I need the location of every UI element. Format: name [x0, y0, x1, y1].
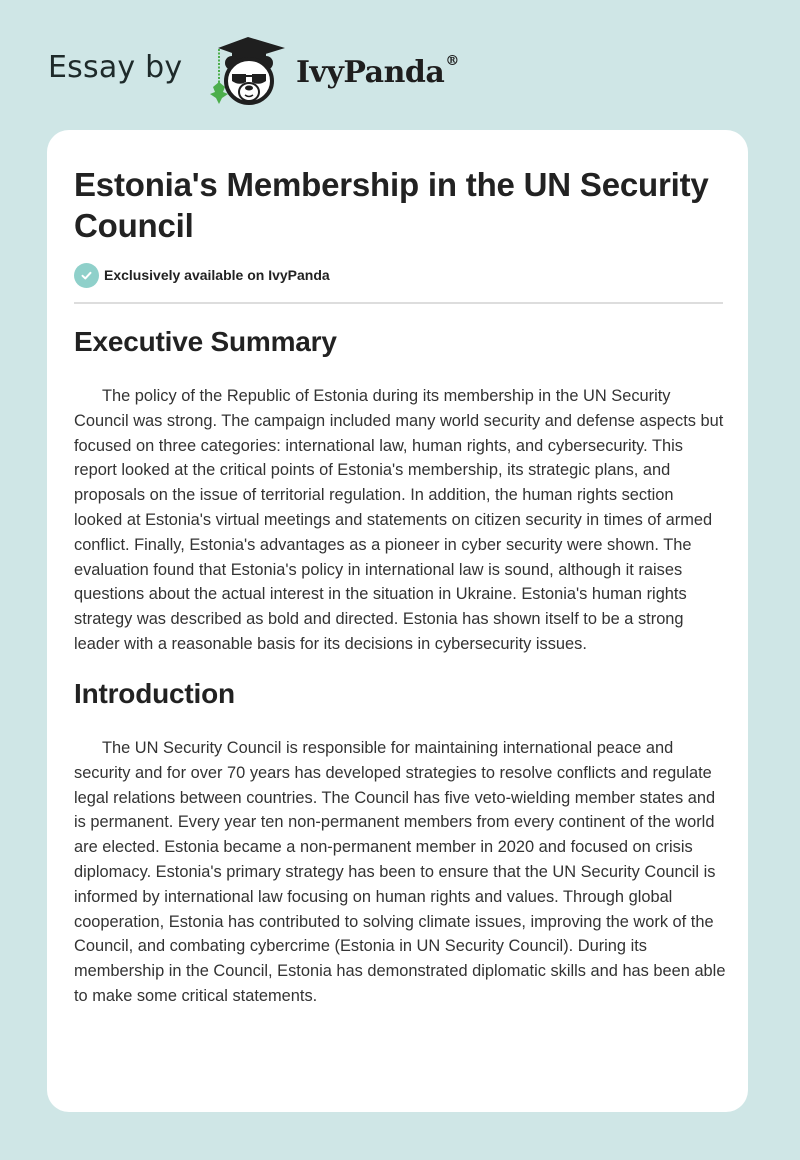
divider — [74, 302, 723, 304]
brand-name: IvyPanda — [296, 55, 445, 90]
check-circle-icon — [74, 263, 99, 288]
section-heading-introduction: Introduction — [74, 678, 235, 709]
site-header — [0, 0, 800, 120]
essay-by-label: Essay by — [48, 50, 183, 85]
panda-graduation-cap-icon[interactable] — [202, 36, 292, 108]
paragraph-executive-summary: The policy of the Republic of Estonia during its membership in the UN Security Council was strong. The campaign included many world security and defense aspects but focused on three categories: international law, human rights, and cybersecurity. This report looked at the critical points of Estonia's membership, its strategic plans, and proposals on the issue of territorial regulation. In addition, the human rights section looked at Estonia's virtual meetings and statements on citizen security in times of armed conflict. Finally, Estonia's advantages as a pioneer in cyber security were shown. The evaluation found that Estonia's policy in international law is sound, although it raises questions about the actual interest in the situation in Ukraine. Estonia's human rights strategy was described as bold and directed. Estonia has shown itself to be a strong leader with a reasonable basis for its decisions in cybersecurity issues. — [74, 387, 724, 653]
essay-card — [47, 130, 748, 1112]
registered-mark: ® — [445, 53, 459, 69]
badge-text: Exclusively available on IvyPanda — [104, 267, 330, 283]
exclusive-badge — [74, 262, 330, 288]
paragraph-introduction: The UN Security Council is responsible for maintaining international peace and security and for over 70 years has developed strategies to resolve conflicts and regulate legal relations between countries. The Council has five veto-wielding member states and is permanent. Every year ten non-permanent members from every continent of the world are elected. Estonia became a non-permanent member in 2020 and focused on crisis diplomacy. Estonia's primary strategy has been to ensure that the UN Security Council is informed by international law focusing on human rights and values. Through global cooperation, Estonia has contributed to solving climate issues, improving the work of the Council, and combating cybercrime (Estonia in UN Security Council). During its membership in the Council, Estonia has demonstrated diplomatic skills and has been able to make some critical statements. — [74, 739, 726, 1005]
brand-logo-text[interactable] — [296, 55, 459, 90]
section-heading-executive-summary: Executive Summary — [74, 326, 337, 357]
page-title: Estonia's Membership in the UN Security Council — [74, 166, 709, 244]
